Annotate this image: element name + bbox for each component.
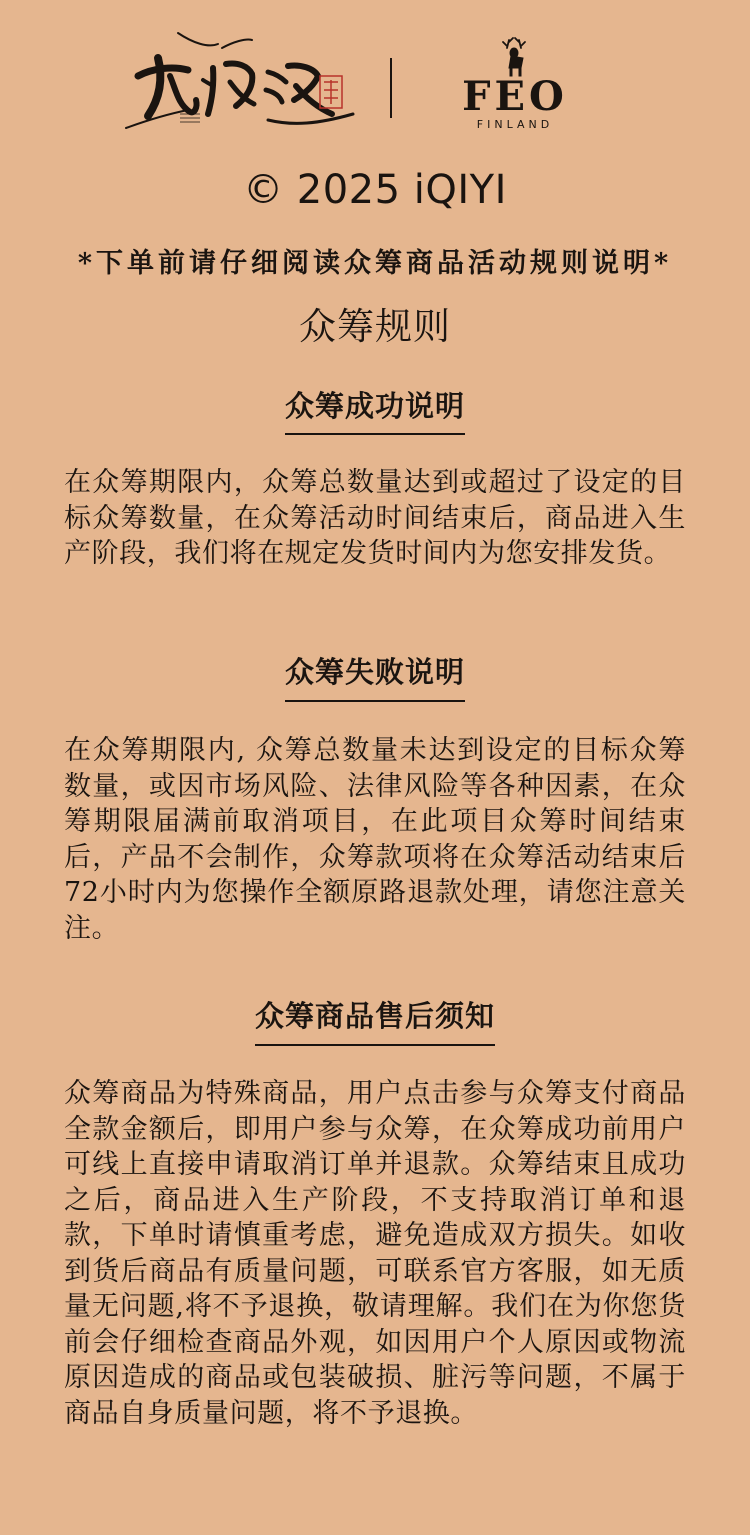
section-title-success: 众筹成功说明 (284, 389, 465, 423)
notice-text: *下单前请仔细阅读众筹商品活动规则说明* (77, 248, 673, 279)
section-underline (285, 433, 465, 435)
section-body-success: 在众筹期限内，众筹总数量达到或超过了设定的目标众筹数量，在众筹活动时间结束后，商品进入生产阶段，我们将在规定发货时间内为您安排发货。 (64, 467, 686, 569)
feo-sub-wordmark: FINLAND (476, 118, 554, 131)
deer-icon (503, 38, 525, 76)
section-underline (285, 700, 465, 702)
feo-logo (435, 36, 595, 131)
section-underline (255, 1044, 495, 1046)
section-title-after-sales: 众筹商品售后须知 (254, 999, 495, 1033)
logo-divider (390, 58, 392, 118)
section-body-after-sales: 众筹商品为特殊商品，用户点击参与众筹支付商品全款金额后，即用户参与众筹，在众筹成功前用户可线上直接申请取消订单并退款。众筹结束且成功之后，商品进入生产阶段，不支持取消订单和退款，下单时请慎重考虑，避免造成双方损失。如收到货后商品有质量问题，可联系官方客服，如无质量无问题,将不予退换，敬请理解。我们在为你您货前会仔细检查商品外观，如因用户个人原因或物流原因造成的商品或包装破损、脏污等问题，不属于商品自身质量问题，将不予退换。 (64, 1078, 686, 1429)
section-title-failure: 众筹失败说明 (284, 655, 465, 689)
feo-wordmark: FEO (462, 73, 568, 120)
page-title: 众筹规则 (299, 305, 451, 348)
header-logos (0, 28, 750, 133)
copyright-text: © 2025 iQIYI (243, 167, 507, 213)
section-body-failure: 在众筹期限内, 众筹总数量未达到设定的目标众筹数量，或因市场风险、法律风险等各种因素，在众筹期限届满前取消项目，在此项目众筹时间结束后，产品不会制作，众筹款项将在众筹活动结束后72小时内为您操作全额原路退款处理，请您注意关注。 (64, 735, 686, 944)
calligraphy-logo-icon (118, 28, 363, 133)
